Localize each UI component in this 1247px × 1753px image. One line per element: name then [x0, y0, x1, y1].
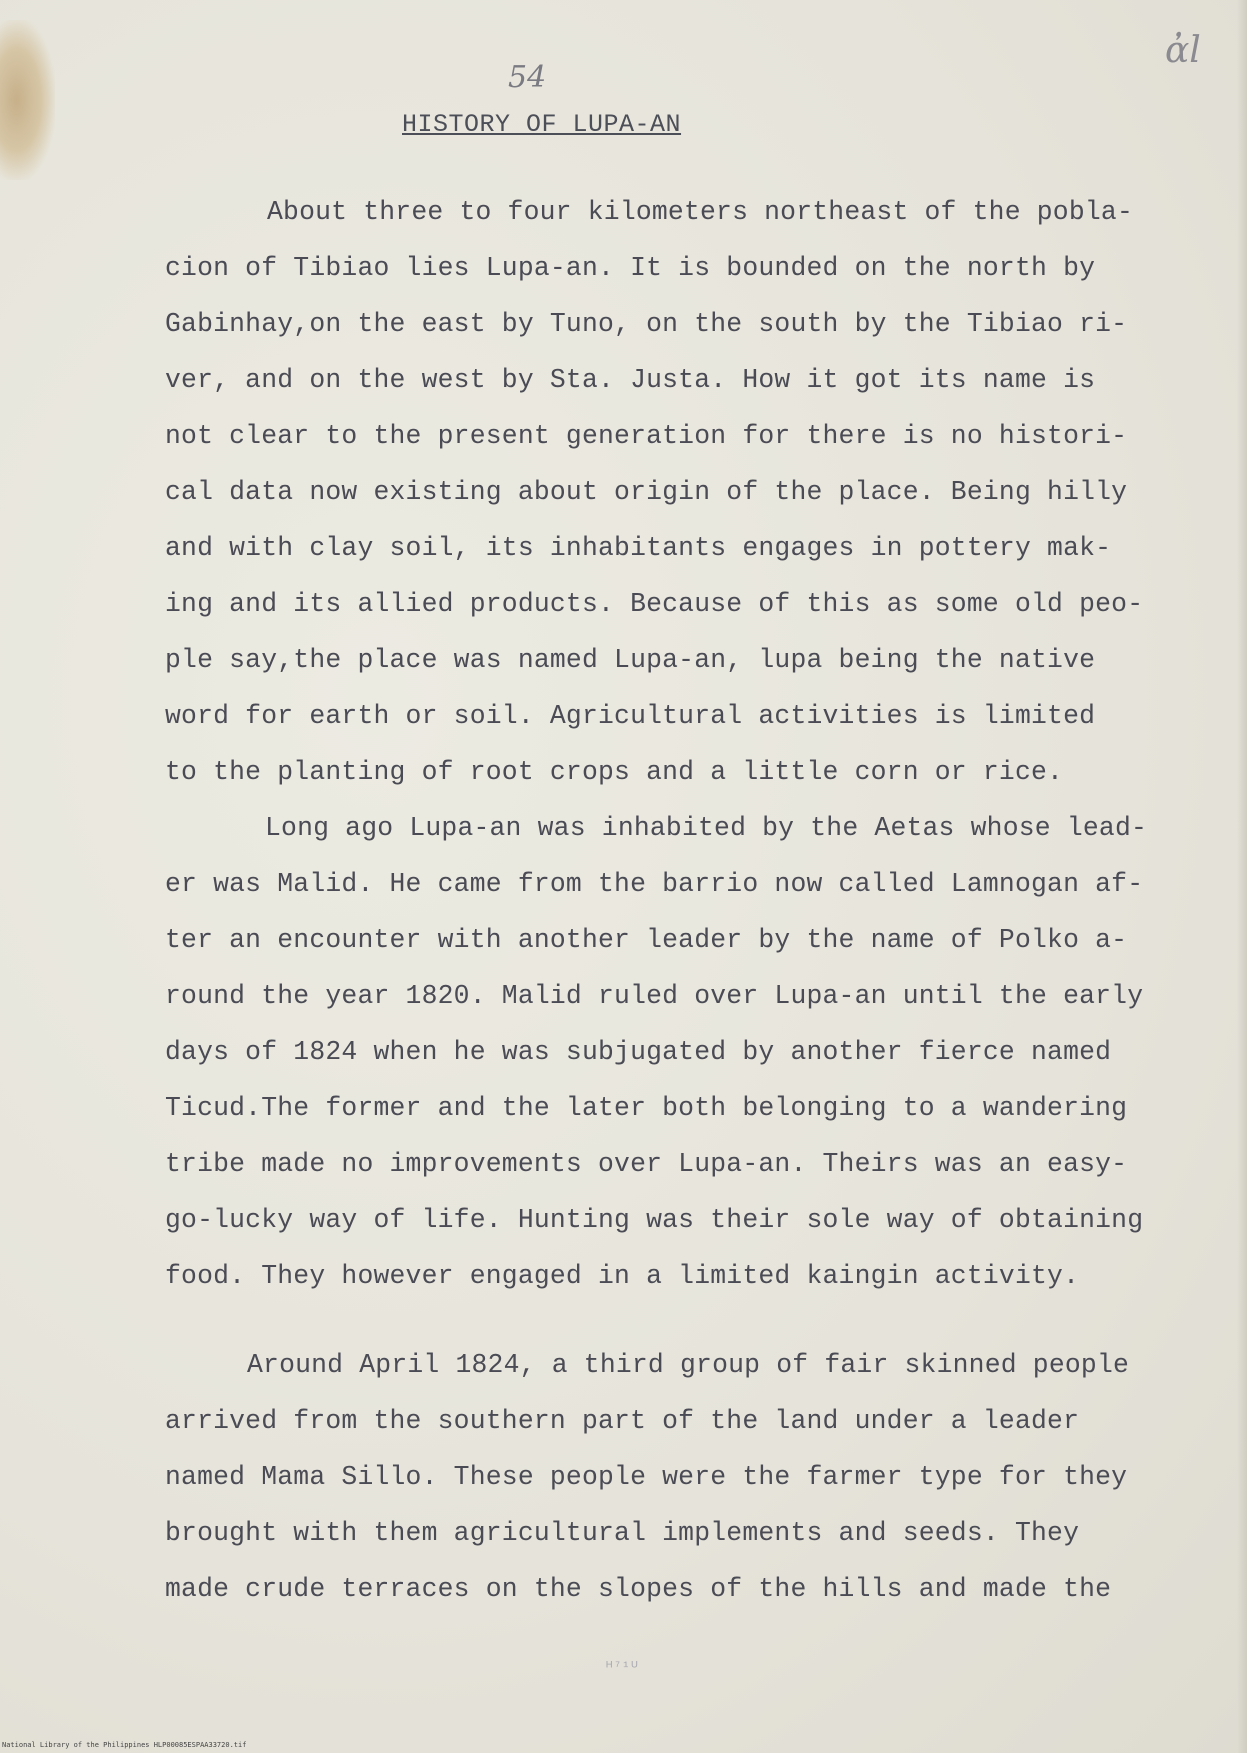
text-line: Long ago Lupa-an was inhabited by the Aetas whose lead-	[265, 813, 1148, 843]
text-line: days of 1824 when he was subjugated by another fierce named	[165, 1037, 1112, 1067]
archive-footer: National Library of the Philippines HLP00085ESPAA33720.tif	[2, 1741, 247, 1749]
text-line: ple say,the place was named Lupa-an, lupa being the native	[165, 645, 1096, 675]
text-line: not clear to the present generation for there is no histori-	[165, 421, 1128, 451]
text-line: go-lucky way of life. Hunting was their sole way of obtaining	[165, 1205, 1144, 1235]
text-line: named Mama Sillo. These people were the farmer type for they	[165, 1462, 1128, 1492]
text-line: cion of Tibiao lies Lupa-an. It is bounded on the north by	[165, 253, 1096, 283]
corner-handwritten-mark: ἀl	[1165, 30, 1201, 71]
text-line: About three to four kilometers northeast of the pobla-	[267, 197, 1133, 227]
text-line: ter an encounter with another leader by the name of Polko a-	[165, 925, 1128, 955]
text-line: word for earth or soil. Agricultural activities is limited	[165, 701, 1096, 731]
text-line: tribe made no improvements over Lupa-an. Theirs was an easy-	[165, 1149, 1128, 1179]
text-line: Gabinhay,on the east by Tuno, on the south by the Tibiao ri-	[165, 309, 1128, 339]
text-line: er was Malid. He came from the barrio now called Lamnogan af-	[165, 869, 1144, 899]
text-line: to the planting of root crops and a little corn or rice.	[165, 757, 1064, 787]
page-edge-shadow	[1237, 0, 1247, 1753]
text-line: Ticud.The former and the later both belonging to a wandering	[165, 1093, 1128, 1123]
text-line: food. They however engaged in a limited kaingin activity.	[165, 1261, 1080, 1291]
page-number: 54	[508, 60, 547, 95]
paper-stain	[0, 20, 55, 180]
document-title: HISTORY OF LUPA-AN	[402, 110, 682, 139]
text-line: and with clay soil, its inhabitants engages in pottery mak-	[165, 533, 1112, 563]
footer-stamp: ᴴ⁷¹ᵁ	[605, 1660, 639, 1676]
text-line: round the year 1820. Malid ruled over Lupa-an until the early	[165, 981, 1144, 1011]
text-line: brought with them agricultural implements and seeds. They	[165, 1518, 1080, 1548]
text-line: cal data now existing about origin of the place. Being hilly	[165, 477, 1128, 507]
text-line: ver, and on the west by Sta. Justa. How it got its name is	[165, 365, 1096, 395]
text-line: made crude terraces on the slopes of the hills and made the	[165, 1574, 1112, 1604]
text-line: arrived from the southern part of the land under a leader	[165, 1406, 1080, 1436]
text-line: Around April 1824, a third group of fair skinned people	[247, 1350, 1130, 1380]
text-line: ing and its allied products. Because of this as some old peo-	[165, 589, 1144, 619]
